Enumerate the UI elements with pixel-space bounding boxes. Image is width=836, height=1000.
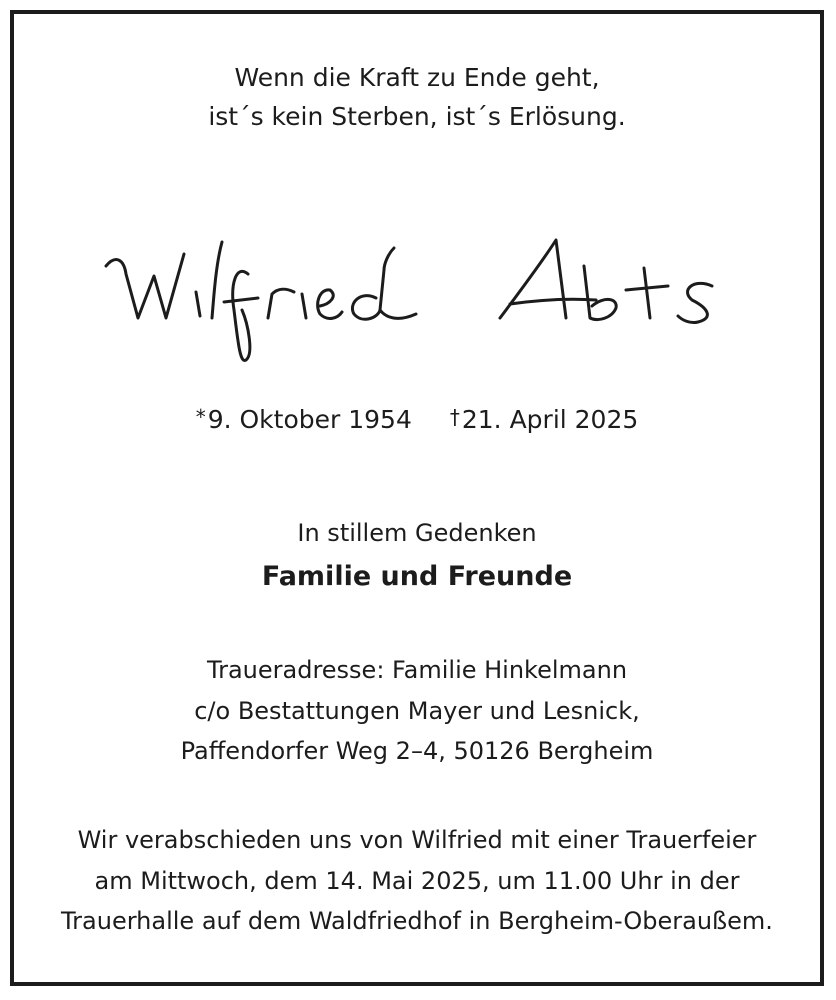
signature-letter-i (196, 292, 200, 316)
death-date: 21. April 2025 (461, 405, 639, 434)
signature-letter-e (318, 290, 342, 319)
signature-letter-l (212, 242, 222, 318)
signature-letter-r (268, 289, 294, 318)
quote-line-1: Wenn die Kraft zu Ende geht, (234, 63, 600, 92)
signature-letter-b (584, 266, 616, 320)
address-line-2: c/o Bestattungen Mayer und Lesnick, (194, 697, 640, 725)
address-line-3: Paffendorfer Weg 2–4, 50126 Bergheim (180, 737, 654, 765)
obituary-frame (10, 10, 824, 986)
life-dates (14, 401, 820, 436)
ceremony-line-1: Wir verabschieden uns von Wilfried mit einer Trauerfeier (77, 826, 757, 854)
remembrance-intro: In stillem Gedenken (297, 519, 537, 547)
address-line-1: Traueradresse: Familie Hinkelmann (206, 656, 628, 684)
signature-drawing (98, 214, 738, 374)
handwritten-name (98, 214, 738, 374)
birth-date: 9. Oktober 1954 (207, 405, 412, 434)
ceremony-line-2: am Mittwoch, dem 14. Mai 2025, um 11.00 Uhr in der (94, 867, 740, 895)
signature-letter-w (106, 254, 184, 318)
signature-letter-d (352, 248, 416, 319)
mourners-names: Familie und Freunde (261, 561, 573, 592)
death-cross-icon: † (449, 405, 460, 429)
birth-star: * (195, 405, 206, 429)
signature-letter-i2 (302, 294, 306, 318)
ceremony-line-3: Trauerhalle auf dem Waldfriedhof in Bergheim-Oberaußem. (61, 907, 773, 935)
signature-letter-a (500, 240, 596, 318)
quote-line-2: ist´s kein Sterben, ist´s Erlösung. (208, 102, 626, 131)
signature-letter-s (678, 283, 712, 322)
signature-letter-f (224, 271, 258, 360)
signature-letter-t (626, 268, 668, 318)
